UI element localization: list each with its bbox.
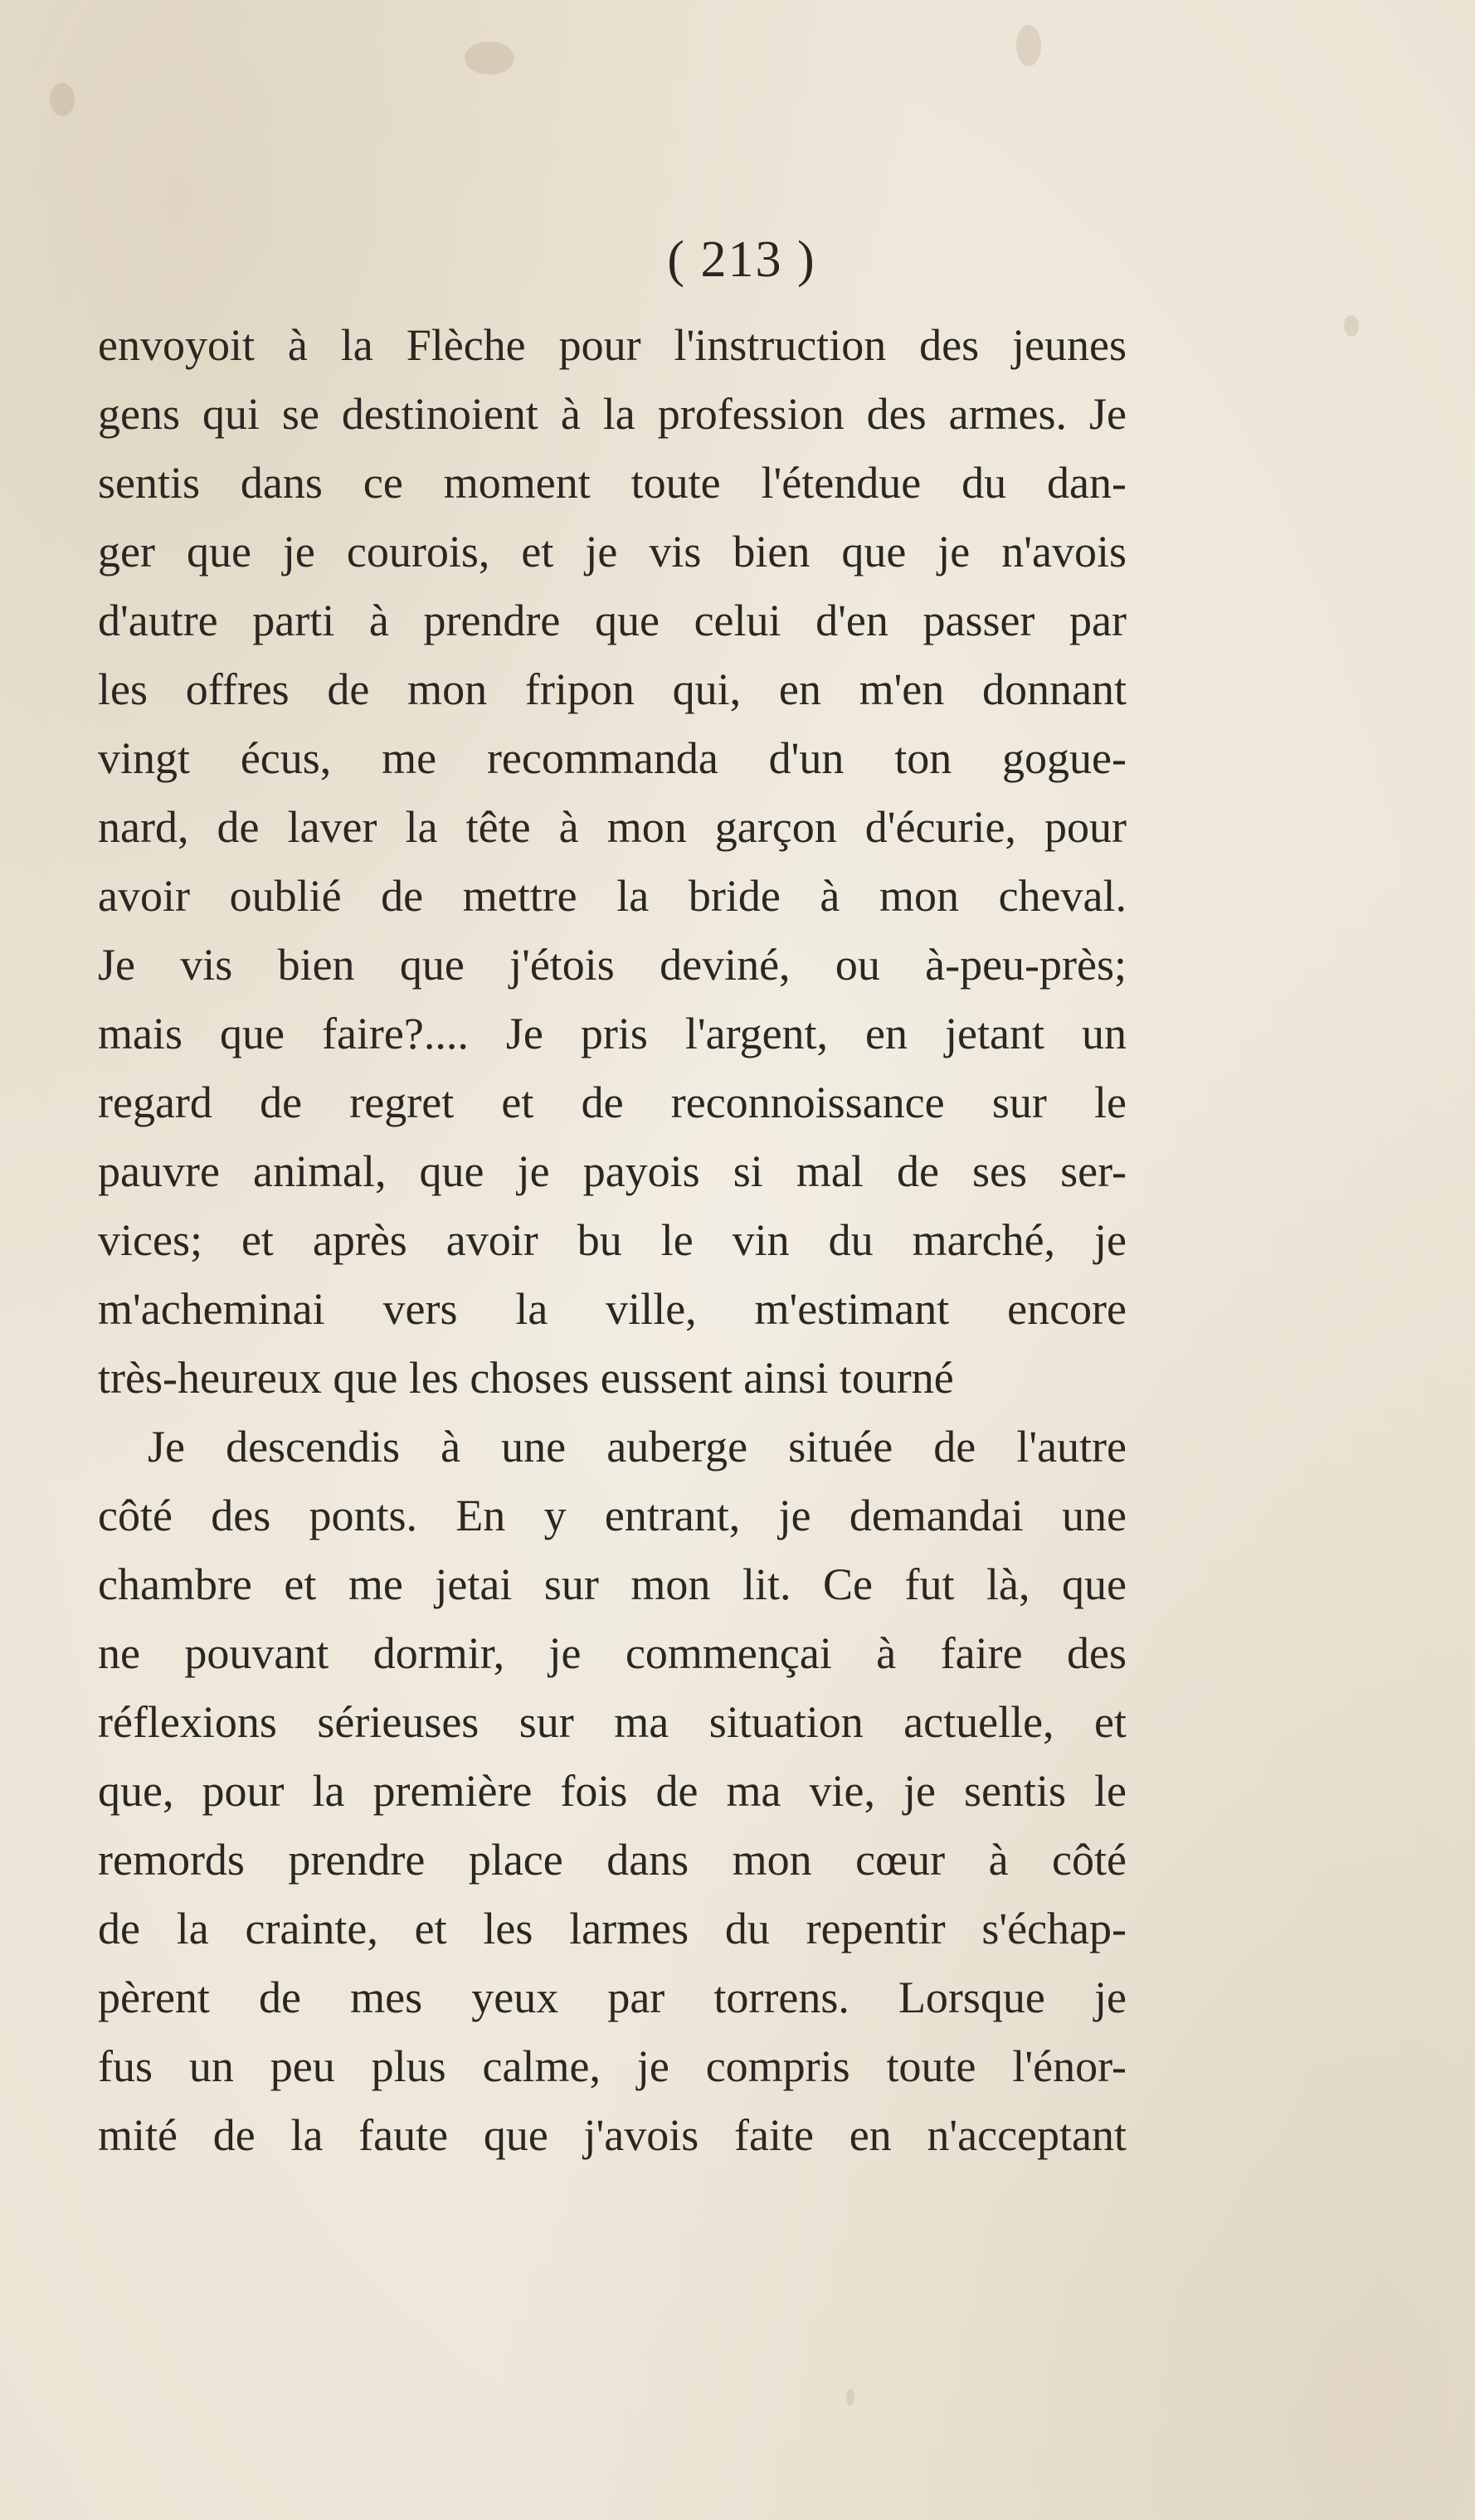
text-line: ne pouvant dormir, je commençai à faire des bbox=[98, 1628, 1127, 1678]
body-text bbox=[98, 311, 1127, 2170]
text-line: chambre et me jetai sur mon lit. Ce fut là, que bbox=[98, 1559, 1127, 1609]
paper-stain bbox=[50, 83, 75, 116]
text-line: mité de la faute que j'avois faite en n'acceptant bbox=[98, 2110, 1127, 2160]
text-line: ger que je courois, et je vis bien que je n'avois bbox=[98, 527, 1127, 576]
text-line: que, pour la première fois de ma vie, je sentis le bbox=[98, 1766, 1127, 1816]
text-line: fus un peu plus calme, je compris toute l'énor- bbox=[98, 2041, 1127, 2091]
text-line: regard de regret et de reconnoissance sur le bbox=[98, 1078, 1127, 1127]
paper-stain bbox=[1016, 25, 1041, 66]
text-line: m'acheminai vers la ville, m'estimant encore bbox=[98, 1284, 1127, 1334]
text-line: sentis dans ce moment toute l'étendue du dan- bbox=[98, 458, 1127, 508]
text-line: Je vis bien que j'étois deviné, ou à-peu-près; bbox=[98, 940, 1127, 990]
text-line: remords prendre place dans mon cœur à côté bbox=[98, 1835, 1127, 1885]
text-line: nard, de laver la tête à mon garçon d'écurie, pour bbox=[98, 802, 1127, 852]
text-line: envoyoit à la Flèche pour l'instruction des jeunes bbox=[98, 320, 1127, 370]
text-line: les offres de mon fripon qui, en m'en donnant bbox=[98, 664, 1127, 714]
text-line: de la crainte, et les larmes du repentir s'échap- bbox=[98, 1904, 1127, 1953]
text-line: très-heureux que les choses eussent ainsi tourné bbox=[98, 1353, 954, 1403]
text-line: vingt écus, me recommanda d'un ton gogue- bbox=[98, 733, 1127, 783]
text-line: Je descendis à une auberge située de l'autre bbox=[148, 1422, 1127, 1472]
text-line: pèrent de mes yeux par torrens. Lorsque je bbox=[98, 1973, 1127, 2022]
page-number-header: ( 213 ) bbox=[667, 231, 816, 288]
text-line: avoir oublié de mettre la bride à mon cheval. bbox=[98, 871, 1127, 921]
text-line: réflexions sérieuses sur ma situation actuelle, et bbox=[98, 1697, 1127, 1747]
paper-stain bbox=[465, 41, 514, 75]
text-line: d'autre parti à prendre que celui d'en passer par bbox=[98, 596, 1127, 645]
text-line: côté des ponts. En y entrant, je demandai une bbox=[98, 1491, 1127, 1540]
text-line: gens qui se destinoient à la profession des armes. Je bbox=[98, 389, 1127, 439]
paper-stain bbox=[846, 2389, 854, 2406]
text-line: vices; et après avoir bu le vin du marché, je bbox=[98, 1215, 1127, 1265]
paper-stain bbox=[1344, 315, 1359, 337]
text-line: mais que faire?.... Je pris l'argent, en jetant un bbox=[98, 1009, 1127, 1058]
text-line: pauvre animal, que je payois si mal de ses ser- bbox=[98, 1146, 1127, 1196]
